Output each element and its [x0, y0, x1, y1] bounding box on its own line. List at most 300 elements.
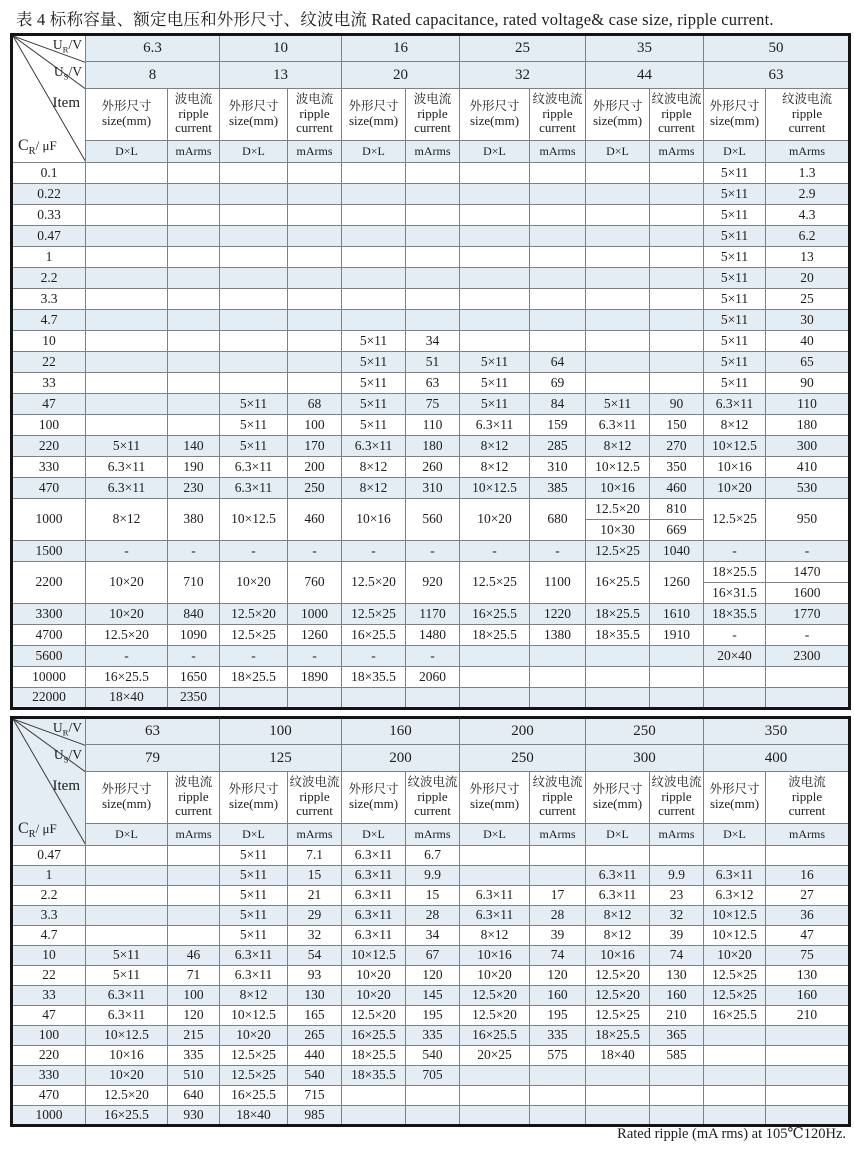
ripple-cell	[650, 667, 704, 688]
size-cell: 5×11	[704, 163, 766, 184]
size-cell: 6.3×11	[342, 886, 406, 906]
size-cell: 12.5×25	[704, 986, 766, 1006]
ripple-cell	[766, 846, 850, 866]
ripple-cell	[650, 688, 704, 709]
capacitance-label: 1500	[12, 541, 86, 562]
ripple-cell: 63	[406, 373, 460, 394]
table-row	[12, 541, 850, 562]
ripple-cell: 710	[168, 562, 220, 604]
size-cell: 10×20	[342, 986, 406, 1006]
ripple-cell: 930	[168, 1106, 220, 1126]
table-row	[12, 289, 850, 310]
ripple-header: 纹波电流 ripple current	[530, 772, 586, 824]
size-cell: 18×35.5	[342, 1066, 406, 1086]
ripple-cell	[530, 268, 586, 289]
ripple-cell: 21	[288, 886, 342, 906]
size-cell	[86, 310, 168, 331]
table-row	[12, 163, 850, 184]
size-cell: 18×25.5	[342, 1046, 406, 1066]
size-cell: -	[86, 646, 168, 667]
unit-dxl-header: D×L	[704, 141, 766, 163]
ripple-cell: 265	[288, 1026, 342, 1046]
ripple-cell: 260	[406, 457, 460, 478]
ripple-cell: 32	[650, 906, 704, 926]
ripple-cell	[168, 352, 220, 373]
ripple-cell: 285	[530, 436, 586, 457]
size-cell	[460, 1086, 530, 1106]
ripple-cell: -	[766, 625, 850, 646]
table-row	[12, 1046, 850, 1066]
size-cell: 10×16	[586, 478, 650, 499]
ripple-cell: 27	[766, 886, 850, 906]
table-row	[12, 1086, 850, 1106]
size-cell: 10×12.5	[704, 906, 766, 926]
ripple-cell: 16	[766, 866, 850, 886]
size-cell: 5×11	[220, 906, 288, 926]
size-cell	[86, 352, 168, 373]
ripple-cell	[530, 1106, 586, 1126]
ripple-cell: 1470	[766, 562, 850, 583]
unit-marms-header: mArms	[288, 824, 342, 846]
size-cell	[86, 247, 168, 268]
table-row	[12, 646, 850, 667]
size-cell: 5×11	[342, 415, 406, 436]
ripple-cell: 17	[530, 886, 586, 906]
capacitance-label: 470	[12, 478, 86, 499]
table-row	[12, 866, 850, 886]
ripple-cell: 575	[530, 1046, 586, 1066]
size-cell	[220, 289, 288, 310]
ripple-cell: 180	[766, 415, 850, 436]
ripple-cell: 100	[168, 986, 220, 1006]
size-header: 外形尺寸 size(mm)	[342, 89, 406, 141]
unit-marms-header: mArms	[650, 824, 704, 846]
capacitance-label: 1000	[12, 499, 86, 541]
ripple-cell	[650, 373, 704, 394]
size-cell: 5×11	[342, 331, 406, 352]
size-cell: 5×11	[704, 205, 766, 226]
capacitance-label: 22000	[12, 688, 86, 709]
table-row	[12, 184, 850, 205]
table-row	[12, 436, 850, 457]
size-cell	[586, 205, 650, 226]
capacitance-label: 5600	[12, 646, 86, 667]
ur-voltage-header: 200	[460, 718, 586, 745]
ripple-cell	[406, 205, 460, 226]
size-cell	[586, 352, 650, 373]
ripple-cell	[530, 866, 586, 886]
ripple-cell: 1770	[766, 604, 850, 625]
ripple-cell: 13	[766, 247, 850, 268]
size-cell	[704, 1026, 766, 1046]
ripple-cell: 7.1	[288, 846, 342, 866]
size-cell: 16×25.5	[342, 625, 406, 646]
ripple-cell	[288, 373, 342, 394]
ur-voltage-header: 16	[342, 35, 460, 62]
ripple-cell	[168, 373, 220, 394]
ripple-cell	[168, 866, 220, 886]
ripple-cell: 250	[288, 478, 342, 499]
size-cell: 10×20	[460, 499, 530, 541]
ripple-cell	[766, 1026, 850, 1046]
ripple-cell	[406, 310, 460, 331]
ripple-header: 波电流 ripple current	[288, 89, 342, 141]
size-cell	[220, 268, 288, 289]
ripple-cell: 165	[288, 1006, 342, 1026]
size-cell: 5×11	[704, 352, 766, 373]
size-cell: 18×40	[586, 1046, 650, 1066]
size-header: 外形尺寸 size(mm)	[704, 772, 766, 824]
size-cell: 5×11	[220, 886, 288, 906]
ripple-cell: 270	[650, 436, 704, 457]
capacitance-label: 47	[12, 1006, 86, 1026]
size-cell	[86, 926, 168, 946]
size-cell: 5×11	[342, 373, 406, 394]
unit-marms-header: mArms	[766, 141, 850, 163]
unit-dxl-header: D×L	[342, 141, 406, 163]
ripple-cell: 350	[650, 457, 704, 478]
capacitance-label: 0.1	[12, 163, 86, 184]
ripple-cell: 71	[168, 966, 220, 986]
ripple-cell: 335	[168, 1046, 220, 1066]
ripple-cell	[650, 331, 704, 352]
us-voltage-header: 300	[586, 745, 704, 772]
ripple-cell	[650, 268, 704, 289]
size-cell: 5×11	[220, 436, 288, 457]
table-row	[12, 966, 850, 986]
ripple-cell: -	[288, 541, 342, 562]
ripple-cell: 2350	[168, 688, 220, 709]
size-header: 外形尺寸 size(mm)	[86, 772, 168, 824]
ripple-cell: 1260	[288, 625, 342, 646]
size-cell	[460, 205, 530, 226]
ripple-cell	[288, 163, 342, 184]
size-cell	[86, 268, 168, 289]
table-row	[12, 35, 850, 62]
size-cell	[586, 373, 650, 394]
size-cell: 8×12	[460, 926, 530, 946]
table-row	[12, 846, 850, 866]
size-header: 外形尺寸 size(mm)	[586, 772, 650, 824]
ripple-cell: 1170	[406, 604, 460, 625]
capacitance-label: 4.7	[12, 926, 86, 946]
size-cell: 10×20	[220, 562, 288, 604]
size-cell: 18×25.5	[586, 1026, 650, 1046]
capacitance-label: 1000	[12, 1106, 86, 1126]
ripple-header: 波电流 ripple current	[168, 89, 220, 141]
table-row	[12, 986, 850, 1006]
unit-marms-header: mArms	[530, 824, 586, 846]
size-cell: 18×40	[86, 688, 168, 709]
ripple-cell: 67	[406, 946, 460, 966]
ripple-cell	[530, 205, 586, 226]
capacitance-label: 4.7	[12, 310, 86, 331]
ripple-cell: 120	[168, 1006, 220, 1026]
ripple-cell: 190	[168, 457, 220, 478]
size-cell	[460, 866, 530, 886]
table-row	[12, 1106, 850, 1126]
ripple-cell	[530, 667, 586, 688]
ripple-cell: 140	[168, 436, 220, 457]
unit-marms-header: mArms	[406, 141, 460, 163]
size-cell	[460, 226, 530, 247]
size-cell	[86, 373, 168, 394]
size-cell: 10×12.5	[704, 436, 766, 457]
us-voltage-header: 200	[342, 745, 460, 772]
ripple-cell	[650, 646, 704, 667]
ripple-cell	[530, 331, 586, 352]
ripple-cell	[766, 1106, 850, 1126]
ripple-cell: 29	[288, 906, 342, 926]
us-voltage-header: 32	[460, 62, 586, 89]
size-cell: 5×11	[220, 394, 288, 415]
table-row	[12, 268, 850, 289]
ripple-cell: 705	[406, 1066, 460, 1086]
ripple-cell: -	[406, 646, 460, 667]
ripple-cell: 160	[766, 986, 850, 1006]
size-cell	[704, 846, 766, 866]
capacitance-label: 22	[12, 966, 86, 986]
size-cell: 10×12.5	[586, 457, 650, 478]
size-cell: 12.5×25	[704, 966, 766, 986]
unit-dxl-header: D×L	[220, 824, 288, 846]
ripple-cell	[650, 1066, 704, 1086]
size-cell: 12.5×25	[220, 625, 288, 646]
size-cell: 8×12	[86, 499, 168, 541]
corner-label-cr: $C_R/$ μF	[18, 820, 57, 841]
size-cell	[586, 226, 650, 247]
ripple-cell: 950	[766, 499, 850, 541]
ripple-cell	[530, 310, 586, 331]
ripple-cell: 540	[406, 1046, 460, 1066]
ripple-cell: 130	[766, 966, 850, 986]
size-cell	[342, 247, 406, 268]
size-cell: 5×11	[342, 394, 406, 415]
table-row	[12, 226, 850, 247]
size-cell: 10×12.5	[460, 478, 530, 499]
size-cell: 8×12	[586, 436, 650, 457]
size-cell	[342, 268, 406, 289]
ripple-cell: 74	[530, 946, 586, 966]
ripple-cell	[168, 886, 220, 906]
size-cell	[342, 1086, 406, 1106]
capacitance-label: 3.3	[12, 906, 86, 926]
ripple-cell: 540	[288, 1066, 342, 1086]
capacitance-label: 470	[12, 1086, 86, 1106]
ripple-cell: 25	[766, 289, 850, 310]
capacitance-label: 330	[12, 457, 86, 478]
ripple-cell	[168, 415, 220, 436]
size-cell	[704, 667, 766, 688]
size-cell	[220, 331, 288, 352]
size-cell	[704, 1086, 766, 1106]
size-cell: 12.5×20	[86, 625, 168, 646]
size-cell	[342, 226, 406, 247]
size-header: 外形尺寸 size(mm)	[342, 772, 406, 824]
size-cell: 10×20	[704, 478, 766, 499]
ur-voltage-header: 160	[342, 718, 460, 745]
ripple-cell: 39	[650, 926, 704, 946]
ripple-cell: 130	[650, 966, 704, 986]
ripple-cell	[406, 1086, 460, 1106]
ripple-cell	[288, 289, 342, 310]
ripple-cell: 23	[650, 886, 704, 906]
ripple-cell	[530, 184, 586, 205]
unit-marms-header: mArms	[168, 824, 220, 846]
ripple-cell: 210	[650, 1006, 704, 1026]
table-row	[12, 772, 850, 824]
size-cell: 5×11	[86, 946, 168, 966]
us-voltage-header: 63	[704, 62, 850, 89]
ripple-cell: 585	[650, 1046, 704, 1066]
capacitance-label: 1	[12, 247, 86, 268]
ripple-cell: 410	[766, 457, 850, 478]
corner-label-item: Item	[52, 778, 80, 794]
capacitance-label: 0.22	[12, 184, 86, 205]
ur-voltage-header: 6.3	[86, 35, 220, 62]
ripple-cell: 1100	[530, 562, 586, 604]
size-cell: 6.3×11	[86, 986, 168, 1006]
ripple-cell: 6.2	[766, 226, 850, 247]
size-cell: 6.3×11	[342, 436, 406, 457]
size-header: 外形尺寸 size(mm)	[86, 89, 168, 141]
size-cell	[460, 646, 530, 667]
ripple-cell: 380	[168, 499, 220, 541]
capacitance-label: 330	[12, 1066, 86, 1086]
size-cell: 5×11	[704, 289, 766, 310]
ripple-cell: 90	[766, 373, 850, 394]
ripple-cell: 1890	[288, 667, 342, 688]
size-cell: 18×25.5	[220, 667, 288, 688]
table-row	[12, 499, 850, 520]
ur-voltage-header: 350	[704, 718, 850, 745]
ripple-cell	[530, 646, 586, 667]
size-cell: 10×16	[460, 946, 530, 966]
size-cell: 10×20	[86, 562, 168, 604]
size-cell	[86, 394, 168, 415]
size-cell: 6.3×11	[704, 866, 766, 886]
ripple-cell: 310	[530, 457, 586, 478]
size-cell	[86, 226, 168, 247]
capacitance-label: 2200	[12, 562, 86, 604]
ripple-cell: 120	[530, 966, 586, 986]
ripple-cell	[406, 268, 460, 289]
size-cell	[586, 667, 650, 688]
size-cell	[460, 331, 530, 352]
ripple-cell	[288, 688, 342, 709]
us-voltage-header: 250	[460, 745, 586, 772]
ripple-cell	[650, 205, 704, 226]
capacitance-label: 0.47	[12, 846, 86, 866]
size-cell: 10×12.5	[220, 499, 288, 541]
size-cell	[460, 268, 530, 289]
ripple-cell	[530, 163, 586, 184]
unit-marms-header: mArms	[406, 824, 460, 846]
ur-voltage-header: 63	[86, 718, 220, 745]
size-cell	[586, 184, 650, 205]
ripple-cell: 2300	[766, 646, 850, 667]
size-cell: 16×25.5	[460, 604, 530, 625]
size-cell: 6.3×11	[342, 846, 406, 866]
capacitance-label: 220	[12, 1046, 86, 1066]
corner-label-ur: $U_R/V$	[52, 720, 82, 738]
size-cell: 12.5×25	[220, 1046, 288, 1066]
ripple-cell	[168, 846, 220, 866]
ripple-cell	[168, 906, 220, 926]
unit-marms-header: mArms	[530, 141, 586, 163]
ripple-cell: 1480	[406, 625, 460, 646]
ripple-cell: 34	[406, 926, 460, 946]
unit-dxl-header: D×L	[586, 141, 650, 163]
ripple-cell	[766, 667, 850, 688]
unit-dxl-header: D×L	[586, 824, 650, 846]
ripple-cell: -	[168, 646, 220, 667]
capacitance-label: 2.2	[12, 268, 86, 289]
size-cell: 8×12	[586, 926, 650, 946]
corner-header-cell	[12, 718, 86, 846]
size-cell	[586, 247, 650, 268]
ripple-cell: 15	[406, 886, 460, 906]
size-cell: 6.3×11	[86, 1006, 168, 1026]
size-cell: 6.3×11	[460, 415, 530, 436]
ripple-cell: 365	[650, 1026, 704, 1046]
ripple-cell: 1000	[288, 604, 342, 625]
capacitance-label: 100	[12, 1026, 86, 1046]
size-cell: 12.5×20	[220, 604, 288, 625]
ripple-cell	[766, 1046, 850, 1066]
unit-dxl-header: D×L	[342, 824, 406, 846]
ripple-cell: 640	[168, 1086, 220, 1106]
size-cell: 5×11	[586, 394, 650, 415]
ripple-cell: 15	[288, 866, 342, 886]
size-cell	[586, 289, 650, 310]
size-cell: 8×12	[220, 986, 288, 1006]
size-cell: 10×20	[86, 604, 168, 625]
size-cell: 10×12.5	[704, 926, 766, 946]
size-cell	[704, 1106, 766, 1126]
size-cell	[86, 886, 168, 906]
ripple-cell: 100	[288, 415, 342, 436]
size-cell: 18×25.5	[704, 562, 766, 583]
table-row	[12, 89, 850, 141]
size-header: 外形尺寸 size(mm)	[460, 772, 530, 824]
size-cell: 16×25.5	[460, 1026, 530, 1046]
ripple-cell	[650, 184, 704, 205]
ripple-cell: 669	[650, 520, 704, 541]
size-cell	[342, 310, 406, 331]
size-cell	[86, 866, 168, 886]
table-row	[12, 141, 850, 163]
size-cell: 10×20	[704, 946, 766, 966]
size-cell: 12.5×20	[586, 966, 650, 986]
size-header: 外形尺寸 size(mm)	[586, 89, 650, 141]
table-row	[12, 331, 850, 352]
size-cell	[460, 163, 530, 184]
size-cell	[220, 352, 288, 373]
table-row	[12, 373, 850, 394]
size-cell	[86, 846, 168, 866]
table-title: 表 4 标称容量、额定电压和外形尺寸、纹波电流 Rated capacitance, rated voltage& case size, ripple current.	[16, 10, 774, 29]
size-cell: 5×11	[86, 966, 168, 986]
size-header: 外形尺寸 size(mm)	[704, 89, 766, 141]
size-cell: -	[342, 541, 406, 562]
ripple-cell: 335	[530, 1026, 586, 1046]
size-cell: 18×35.5	[342, 667, 406, 688]
ripple-cell: 150	[650, 415, 704, 436]
ripple-cell	[650, 846, 704, 866]
ripple-cell	[650, 310, 704, 331]
table-row	[12, 625, 850, 646]
